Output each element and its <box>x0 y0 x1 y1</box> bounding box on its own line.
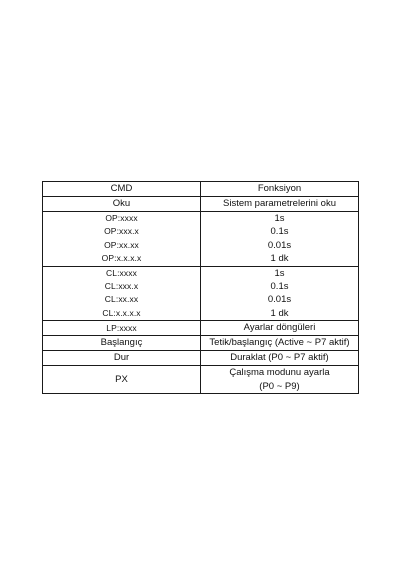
cell-cmd-px: PX <box>43 366 201 394</box>
command-table <box>42 181 359 394</box>
cell-fn-cl-group <box>201 266 359 321</box>
cmd-op-2: OP:xxx.x <box>104 226 139 237</box>
cell-fn-stop: Duraklat (P0 ~ P7 aktif) <box>201 351 359 366</box>
cmd-cl-1: CL:xxxx <box>106 267 137 278</box>
header-function: Fonksiyon <box>201 182 359 197</box>
fn-cl-4: 1 dk <box>270 307 289 319</box>
cell-fn-lp: Ayarlar döngüleri <box>201 321 359 336</box>
table-header-row <box>43 182 359 197</box>
cell-cmd-lp: LP:xxxx <box>43 321 201 336</box>
cell-fn-start: Tetik/başlangıç (Active ~ P7 aktif) <box>201 336 359 351</box>
fn-op-1: 1s <box>274 213 285 224</box>
table-row-stop <box>43 351 359 366</box>
table-row-read <box>43 197 359 212</box>
fn-cl-2: 0.1s <box>270 281 289 293</box>
cmd-cl-2: CL:xxx.x <box>104 281 139 292</box>
fn-op-4: 1 dk <box>270 253 289 265</box>
fn-px-line2: (P0 ~ P9) <box>259 380 300 392</box>
cell-fn-op-group <box>201 212 359 267</box>
fn-cl-3: 0.01s <box>267 294 292 306</box>
cell-cmd-read: Oku <box>43 197 201 212</box>
table-row-start <box>43 336 359 351</box>
fn-op-3: 0.01s <box>267 239 292 251</box>
cmd-op-1: OP:xxxx <box>105 213 138 223</box>
table-row-op-group <box>43 212 359 267</box>
cmd-cl-3: CL:xx.xx <box>104 294 139 305</box>
cell-cmd-op-group <box>43 212 201 267</box>
cell-fn-px <box>201 366 359 394</box>
cell-cmd-cl-group <box>43 266 201 321</box>
fn-op-2: 0.1s <box>270 226 289 238</box>
fn-cl-1: 1s <box>274 267 285 279</box>
table-row-lp <box>43 321 359 336</box>
cell-fn-read: Sistem parametrelerini oku <box>201 197 359 212</box>
cmd-op-4: OP:x.x.x.x <box>101 253 142 264</box>
cell-cmd-stop: Dur <box>43 351 201 366</box>
table-row-px <box>43 366 359 394</box>
header-cmd: CMD <box>43 182 201 197</box>
cmd-cl-4: CL:x.x.x.x <box>102 307 141 318</box>
fn-px-line1: Çalışma modunu ayarla <box>229 367 330 379</box>
cell-cmd-start: Başlangıç <box>43 336 201 351</box>
cmd-op-3: OP:xx.xx <box>104 239 139 250</box>
table-row-cl-group <box>43 266 359 321</box>
